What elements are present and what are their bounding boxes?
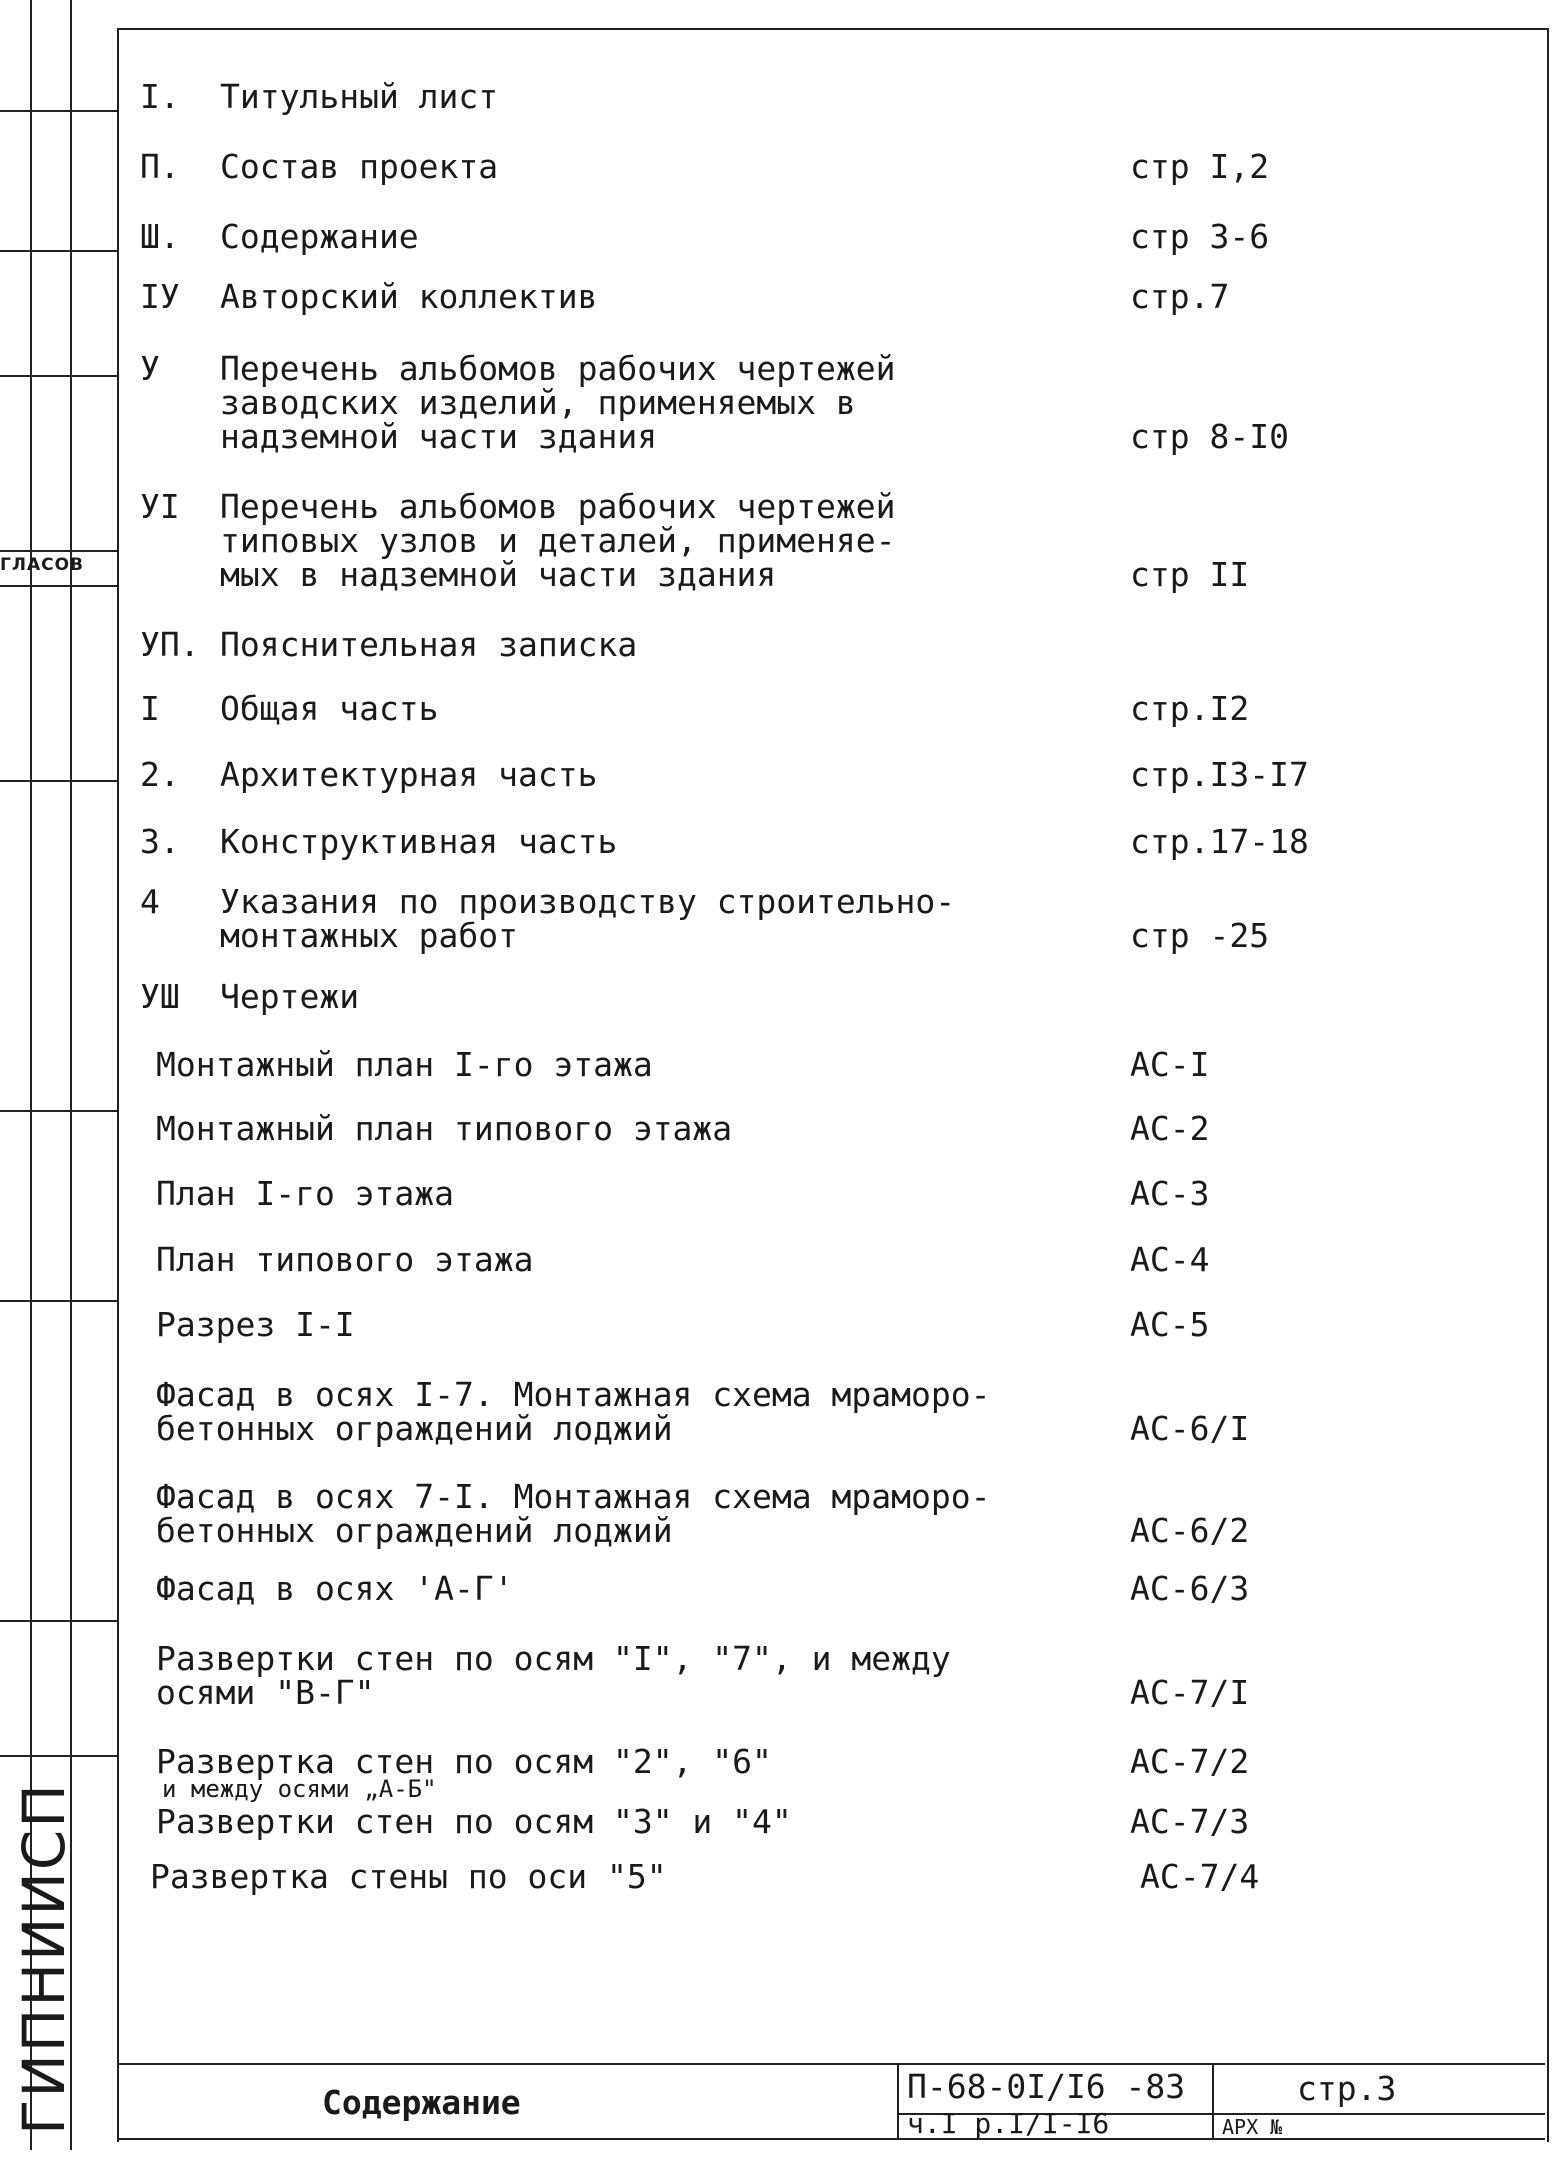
margin-divider — [0, 1110, 118, 1112]
margin-divider — [0, 780, 118, 782]
margin-stamp: ГЛАСОВ — [0, 555, 84, 575]
drawing-note: и между осями „А-Б" — [162, 1775, 437, 1803]
document-title: Содержание — [322, 2083, 521, 2122]
margin-divider — [0, 1300, 118, 1302]
margin-divider — [0, 585, 118, 587]
margin-code: ГИПНИИСП — [10, 1782, 78, 2135]
margin-strip — [0, 0, 118, 2170]
archive-number: АРХ № — [1222, 2115, 1283, 2139]
document-code: П-68-0I/I6 -83 — [907, 2067, 1186, 2106]
sheet-number: стр.3 — [1297, 2069, 1397, 2108]
margin-divider — [0, 1620, 118, 1622]
margin-divider — [0, 110, 118, 112]
document-part: ч.I р.I/I-I6 — [907, 2107, 1110, 2140]
margin-divider — [0, 250, 118, 252]
margin-divider — [0, 550, 118, 552]
title-block — [117, 2063, 1545, 2140]
margin-divider — [0, 375, 118, 377]
margin-divider — [0, 1755, 118, 1757]
